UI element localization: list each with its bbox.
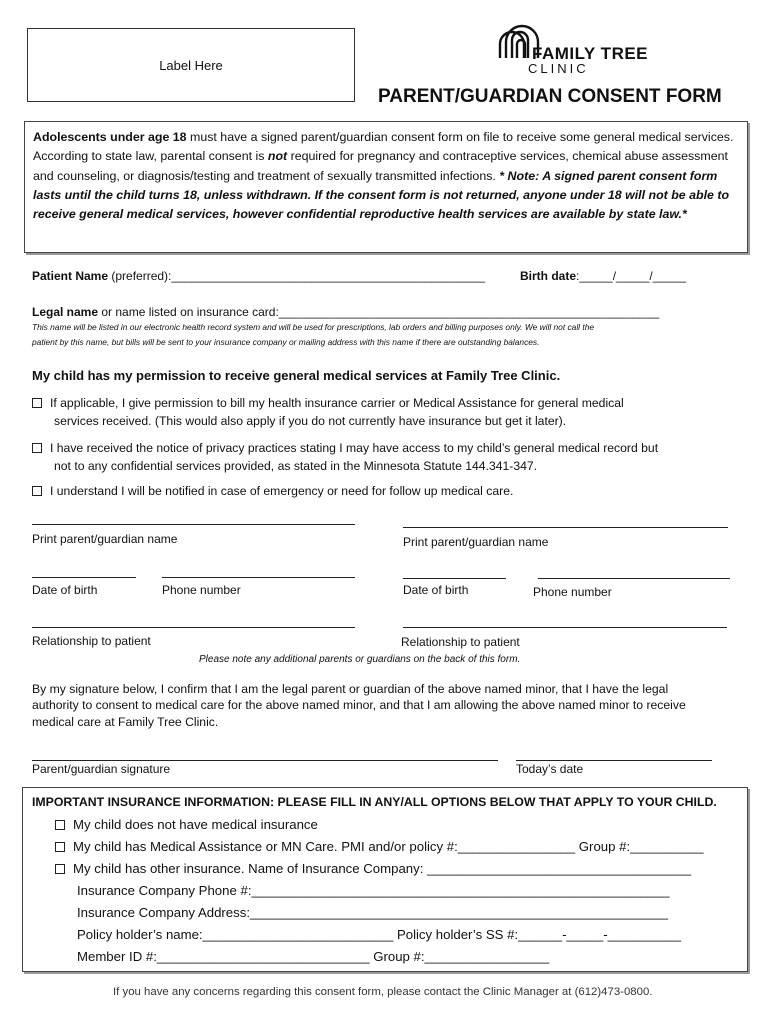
guardian1-dob-label: Date of birth: [32, 583, 98, 597]
footer-contact-note: If you have any concerns regarding this consent form, please contact the Clinic Manager at (612)473-0800.: [113, 986, 653, 998]
intro-not: not: [267, 149, 288, 164]
ma-text[interactable]: My child has Medical Assistance or MN Care. PMI and/or policy #:________________ Group #:__________: [73, 839, 704, 854]
patient-name-field[interactable]: _______________________________________________: [171, 269, 486, 283]
legal-name-note-2: patient by this name, but bills will be sent to your insurance company or mailing address with this name if there are outstanding balances.: [32, 337, 540, 347]
insurance-address-field[interactable]: Insurance Company Address:_________________________________________________________: [77, 905, 669, 920]
legal-name-row[interactable]: [32, 305, 659, 319]
privacy-text-1: I have received the notice of privacy practices stating I may have access to my child’s general medical record but: [50, 441, 659, 455]
intro-text-1: must have a signed parent/guardian consent form on file to receive some general medical services. According to state law, parental consent is: [33, 130, 734, 164]
confirm-text-1: By my signature below, I confirm that I am the legal parent or guardian of the above named minor, that I have the legal: [32, 682, 669, 696]
intro-notice: [24, 121, 748, 253]
insurance-section: [22, 787, 748, 972]
insurance-option-other[interactable]: [55, 861, 691, 876]
consent-privacy-item[interactable]: [32, 441, 658, 455]
patient-label-box: [27, 28, 355, 102]
legal-name-label: Legal name: [32, 305, 99, 319]
guardian2-dob-line[interactable]: [403, 578, 506, 579]
intro-lead: Adolescents under age 18: [33, 130, 187, 144]
intro-note: * Note: A signed parent consent form lasts until the child turns 18, unless withdrawn. If the consent form is not returned, anyone under 18 will not be able to receive general medical services, however confidential reproductive health services are available by state law.*: [33, 168, 730, 222]
signature-line[interactable]: [32, 760, 498, 761]
birth-date-label: Birth date: [520, 269, 577, 283]
form-title: PARENT/GUARDIAN CONSENT FORM: [378, 86, 722, 107]
consent-billing-item[interactable]: [32, 396, 624, 410]
guardian2-phone-label: Phone number: [533, 585, 612, 599]
patient-name-row[interactable]: [32, 269, 485, 283]
privacy-checkbox[interactable]: [32, 443, 42, 453]
legal-name-hint: or name listed on insurance card:: [98, 305, 279, 319]
permission-heading: My child has my permission to receive general medical services at Family Tree Clinic.: [32, 368, 561, 383]
patient-name-label: Patient Name: [32, 269, 109, 283]
confirm-text-2: authority to consent to medical care for the above named minor, and that I am allowing the above named minor to receive: [32, 698, 686, 712]
guardian2-name-label: Print parent/guardian name: [403, 535, 549, 549]
insurance-option-none[interactable]: [55, 817, 318, 832]
ma-checkbox[interactable]: [55, 842, 65, 852]
other-insurance-checkbox[interactable]: [55, 864, 65, 874]
guardian1-relationship-label: Relationship to patient: [32, 634, 151, 648]
guardian1-relationship-line[interactable]: [32, 627, 355, 628]
consent-emergency-item[interactable]: [32, 484, 513, 498]
billing-checkbox[interactable]: [32, 398, 42, 408]
no-insurance-checkbox[interactable]: [55, 820, 65, 830]
guardian1-phone-line[interactable]: [162, 577, 355, 578]
logo-title: FAMILY TREE: [532, 44, 649, 63]
other-insurance-text[interactable]: My child has other insurance. Name of Insurance Company: ____________________________________: [73, 861, 692, 876]
birth-date-field[interactable]: :_____/_____/_____: [576, 269, 687, 283]
guardian1-dob-line[interactable]: [32, 577, 136, 578]
birth-date-row[interactable]: [520, 269, 686, 283]
emergency-text: I understand I will be notified in case of emergency or need for follow up medical care.: [50, 484, 514, 498]
policy-holder-field[interactable]: Policy holder’s name:__________________________ Policy holder’s SS #:______-_____-__________: [77, 927, 681, 942]
intro-text-2: required for pregnancy and contraceptive services, chemical abuse assessment and counseling, or diagnosis/testing and treatment of sexually transmitted infections.: [33, 149, 728, 183]
legal-name-note-1: This name will be listed in our electronic health record system and will be used for prescriptions, lab orders and billing purposes only. We will not call the: [32, 322, 595, 332]
confirm-text-3: medical care at Family Tree Clinic.: [32, 715, 219, 729]
insurance-phone-field[interactable]: Insurance Company Phone #:_________________________________________________________: [77, 883, 670, 898]
privacy-text-2: not to any confidential services provided, as stated in the Minnesota Statute 144.341-347.: [54, 459, 538, 473]
patient-name-hint: (preferred):: [108, 269, 172, 283]
additional-guardians-note: Please note any additional parents or guardians on the back of this form.: [199, 654, 521, 665]
todays-date-label: Today’s date: [516, 762, 584, 776]
billing-text-1: If applicable, I give permission to bill my health insurance carrier or Medical Assistance for general medical: [50, 396, 624, 410]
guardian1-name-label: Print parent/guardian name: [32, 532, 178, 546]
legal-name-field[interactable]: _________________________________________________________: [278, 305, 660, 319]
insurance-heading: IMPORTANT INSURANCE INFORMATION: PLEASE FILL IN ANY/ALL OPTIONS BELOW THAT APPLY TO YOUR CHILD.: [32, 795, 717, 809]
guardian2-relationship-line[interactable]: [403, 627, 727, 628]
no-insurance-text: My child does not have medical insurance: [73, 817, 318, 832]
billing-text-2: services received. (This would also apply if you do not currently have insurance but get it later).: [54, 414, 567, 428]
insurance-option-ma[interactable]: [55, 839, 703, 854]
todays-date-line[interactable]: [516, 760, 712, 761]
signature-label: Parent/guardian signature: [32, 762, 171, 776]
guardian2-relationship-label: Relationship to patient: [401, 635, 520, 649]
member-id-field[interactable]: Member ID #:_____________________________ Group #:_________________: [77, 949, 550, 964]
label-box-text: Label Here: [159, 57, 223, 73]
guardian1-phone-label: Phone number: [162, 583, 241, 597]
emergency-checkbox[interactable]: [32, 486, 42, 496]
guardian2-phone-line[interactable]: [538, 578, 730, 579]
guardian1-name-line[interactable]: [32, 524, 355, 525]
logo-subtitle: CLINIC: [528, 61, 589, 76]
guardian2-dob-label: Date of birth: [403, 583, 469, 597]
guardian2-name-line[interactable]: [403, 527, 728, 528]
